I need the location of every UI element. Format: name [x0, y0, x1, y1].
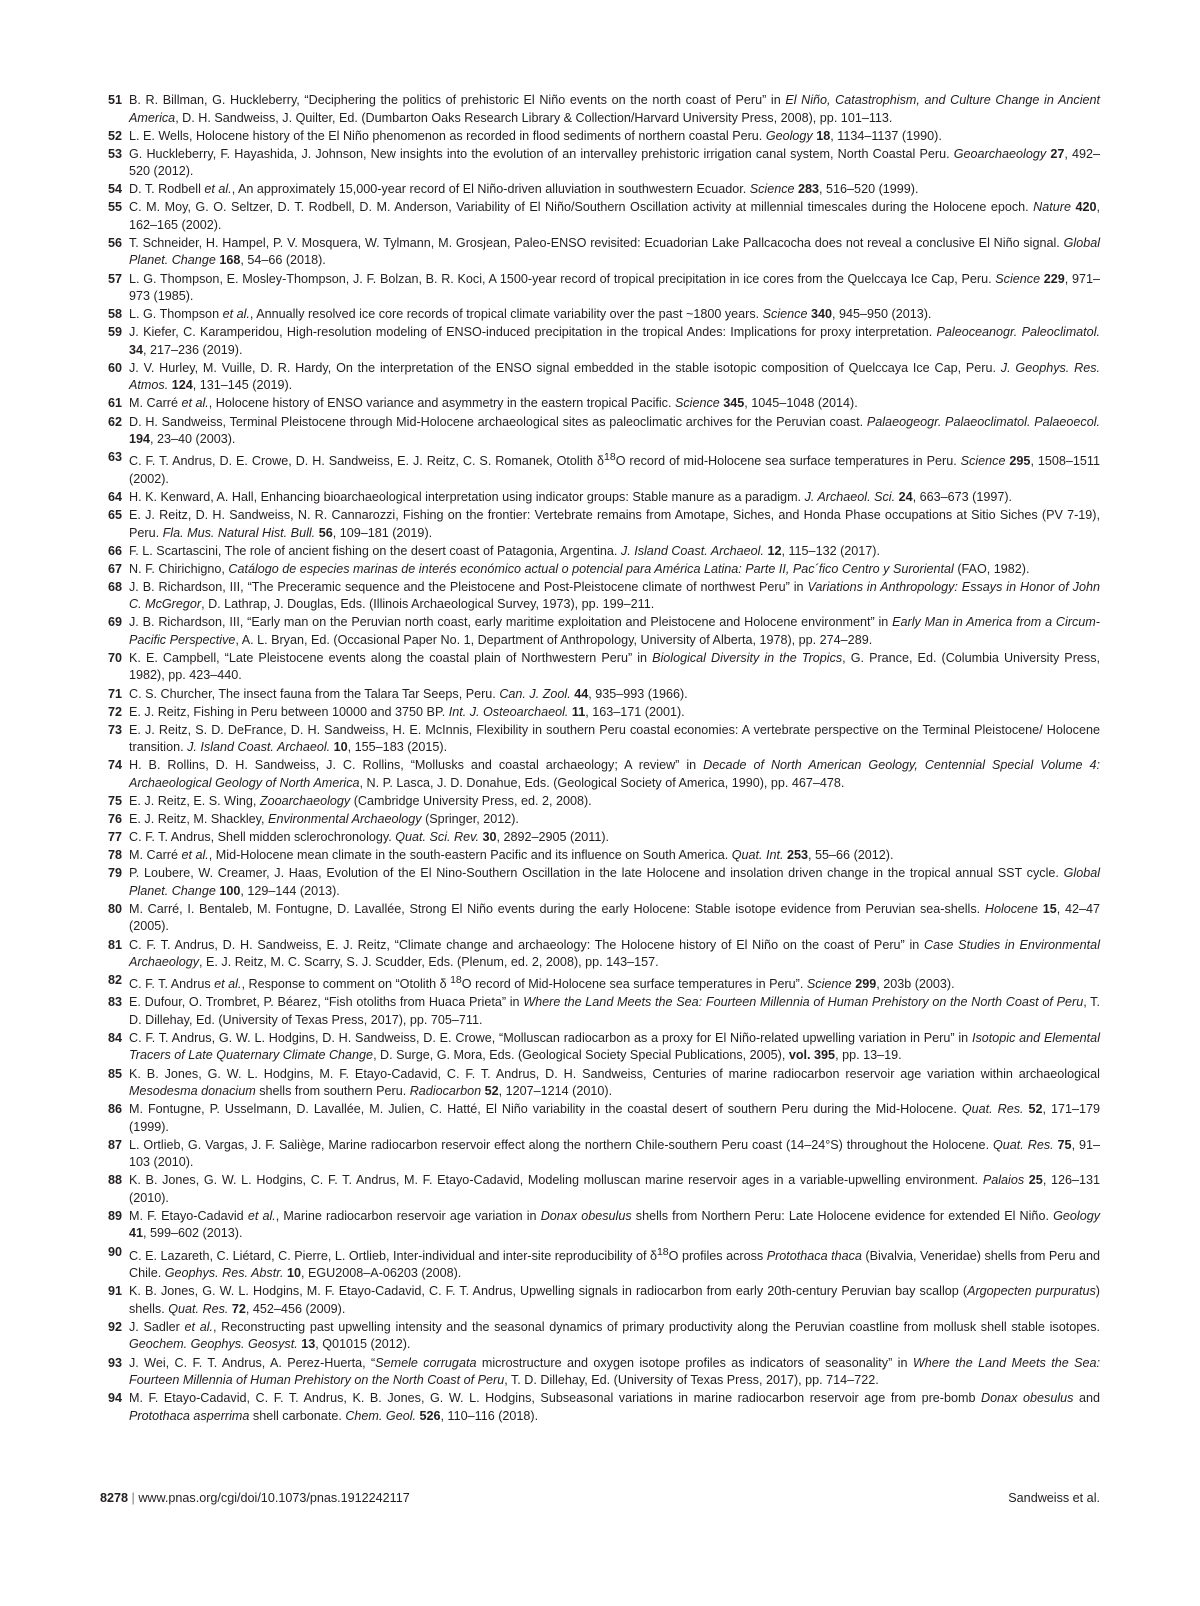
- reference-item: [100, 360, 1100, 395]
- reference-text: C. F. T. Andrus, D. E. Crowe, D. H. Sandweiss, E. J. Reitz, C. S. Romanek, Otolith $\delta^{18}O$ record of mid-Holocene sea surface temperatures in Peru. Science 295, 1508–1511 (2002).: [129, 451, 1100, 486]
- page-number: 8278: [100, 1491, 129, 1505]
- reference-text: N. F. Chirichigno, Catálogo de especies marinas de interés económico actual o potencial para América Latina: Parte II, Pac´fico Centro y Suroriental (FAO, 1982).: [129, 561, 1030, 576]
- reference-item: [100, 686, 1100, 704]
- reference-number: 86: [107, 1102, 122, 1117]
- reference-item: [100, 306, 1100, 324]
- reference-text: D. H. Sandweiss, Terminal Pleistocene through Mid-Holocene archaeological sites as paleoclimatic archives for the Peruvian coast. Palaeogeogr. Palaeoclimatol. Palaeoecol. 194, 23–40 (2003).: [129, 414, 1101, 447]
- reference-item: [100, 489, 1100, 507]
- reference-item: [100, 271, 1100, 306]
- reference-item: [100, 650, 1100, 685]
- reference-number: 82: [107, 973, 122, 988]
- reference-item: [100, 829, 1100, 847]
- footer-separator: |: [131, 1491, 135, 1505]
- reference-text: E. Dufour, O. Trombret, P. Béarez, “Fish otoliths from Huaca Prieta” in Where the Land Meets the Sea: Fourteen Millennia of Human Prehistory on the North Coast of Peru, T. D. Dillehay, Ed. (University of Texas Press, 2017), pp. 705–711.: [129, 995, 1100, 1027]
- reference-text: E. J. Reitz, M. Shackley, Environmental Archaeology (Springer, 2012).: [129, 812, 519, 827]
- reference-text: M. Carré et al., Mid-Holocene mean climate in the south-eastern Pacific and its influence on South America. Quat. Int. 253, 55–66 (2012).: [129, 848, 894, 863]
- reference-list: [100, 92, 1100, 1426]
- reference-text: J. Sadler et al., Reconstructing past upwelling intensity and the seasonal dynamics of primary productivity along the Peruvian coastline from mollusk shell stable isotopes. Geochem. Geophys. Geosyst. 13, Q01015 (2012).: [129, 1319, 1101, 1352]
- reference-number: 67: [107, 561, 122, 576]
- reference-number: 81: [107, 937, 122, 952]
- reference-number: 84: [107, 1030, 122, 1045]
- reference-number: 70: [107, 650, 122, 665]
- reference-item: [100, 449, 1100, 488]
- reference-text: E. J. Reitz, Fishing in Peru between 10000 and 3750 BP. Int. J. Osteoarchaeol. 11, 163–171 (2001).: [129, 704, 685, 719]
- reference-item: [100, 128, 1100, 146]
- reference-number: 52: [107, 128, 122, 143]
- reference-item: [100, 1390, 1100, 1425]
- reference-number: 93: [107, 1355, 122, 1370]
- reference-text: T. Schneider, H. Hampel, P. V. Mosquera, W. Tylmann, M. Grosjean, Paleo-ENSO revisited: Ecuadorian Lake Pallcacocha does not reveal a conclusive El Niño signal. Global Planet. Change 168, 54–66 (2018).: [129, 235, 1100, 268]
- reference-number: 87: [107, 1137, 122, 1152]
- reference-item: [100, 1283, 1100, 1318]
- reference-item: [100, 847, 1100, 865]
- reference-text: P. Loubere, W. Creamer, J. Haas, Evolution of the El Nino-Southern Oscillation in the late Holocene and insolation driven change in the tropical annual SST cycle. Global Planet. Change 100, 129–144 (2013).: [129, 866, 1100, 898]
- reference-number: 80: [107, 901, 122, 916]
- reference-item: [100, 181, 1100, 199]
- reference-item: [100, 722, 1100, 757]
- reference-text: H. K. Kenward, A. Hall, Enhancing bioarchaeological interpretation using indicator groups: Stable manure as a paradigm. J. Archaeol. Sci. 24, 663–673 (1997).: [129, 489, 1013, 504]
- reference-text: K. B. Jones, G. W. L. Hodgins, C. F. T. Andrus, M. F. Etayo-Cadavid, Modeling molluscan marine reservoir ages in a variable-upwelling environment. Palaios 25, 126–131 (2010).: [129, 1173, 1100, 1205]
- reference-item: [100, 994, 1100, 1029]
- reference-text: C. F. T. Andrus et al., Response to comment on “Otolith δ $^{18}$O record of Mid-Holocene sea surface temperatures in Peru”. Science 299, 203b (2003).: [129, 974, 955, 992]
- reference-number: 51: [107, 93, 122, 107]
- reference-item: [100, 704, 1100, 722]
- reference-text: K. E. Campbell, “Late Pleistocene events along the coastal plain of Northwestern Peru” in Biological Diversity in the Tropics, G. Prance, Ed. (Columbia University Press, 1982), pp. 423–440.: [129, 650, 1100, 683]
- reference-number: 74: [107, 758, 122, 773]
- reference-text: G. Huckleberry, F. Hayashida, J. Johnson, New insights into the evolution of an intervalley prehistoric irrigation canal system, North Coastal Peru. Geoarchaeology 27, 492–520 (2012).: [129, 146, 1100, 179]
- reference-number: 61: [107, 396, 122, 411]
- reference-number: 79: [107, 866, 122, 881]
- reference-number: 62: [107, 414, 122, 429]
- reference-item: [100, 1244, 1100, 1283]
- reference-text: J. B. Richardson, III, “The Preceramic sequence and the Pleistocene and Post-Pleistocene climate of northwest Peru” in Variations in Anthropology: Essays in Honor of John C. McGregor, D. Lathrap, J. Douglas, Eds. (Illinois Archaeological Survey, 1973), pp. 199–211.: [129, 579, 1100, 612]
- reference-number: 92: [107, 1319, 122, 1334]
- reference-number: 91: [107, 1284, 122, 1299]
- reference-text: E. J. Reitz, D. H. Sandweiss, N. R. Cannarozzi, Fishing on the frontier: Vertebrate remains from Amotape, Siches, and Honda Phase occupations at Sitio Siches (PV 7-19), Peru. Fla. Mus. Natural Hist. Bull. 56, 109–181 (2019).: [129, 508, 1100, 540]
- footer-authors: Sandweiss et al.: [1008, 1491, 1100, 1505]
- reference-item: [100, 146, 1100, 181]
- reference-text: M. Fontugne, P. Usselmann, D. Lavallée, M. Julien, C. Hatté, El Niño variability in the coastal desert of southern Peru during the Mid-Holocene. Quat. Res. 52, 171–179 (1999).: [129, 1102, 1101, 1134]
- doi-link[interactable]: www.pnas.org/cgi/doi/10.1073/pnas.1912242117: [138, 1491, 410, 1505]
- reference-text: B. R. Billman, G. Huckleberry, “Deciphering the politics of prehistoric El Niño events on the north coast of Peru” in El Niño, Catastrophism, and Culture Change in Ancient America, D. H. Sandweiss, J. Quilter, Ed. (Dumbarton Oaks Research Library & Collection/Harvard University Press, 2008), pp. 101–113.: [129, 93, 1101, 125]
- reference-number: 56: [107, 235, 122, 250]
- reference-text: K. B. Jones, G. W. L. Hodgins, M. F. Etayo-Cadavid, C. F. T. Andrus, Upwelling signals in radiocarbon from early 20th-century Peruvian bay scallop (Argopecten purpuratus) shells. Quat. Res. 72, 452–456 (2009).: [129, 1284, 1100, 1316]
- reference-text: M. F. Etayo-Cadavid, C. F. T. Andrus, K. B. Jones, G. W. L. Hodgins, Subseasonal variations in marine radiocarbon reservoir age from pre-bomb Donax obesulus and Protothaca asperrima shell carbonate. Chem. Geol. 526, 110–116 (2018).: [129, 1391, 1100, 1423]
- reference-item: [100, 1208, 1100, 1243]
- reference-text: E. J. Reitz, S. D. DeFrance, D. H. Sandweiss, H. E. McInnis, Flexibility in southern Peru coastal economies: A vertebrate perspective on the Terminal Pleistocene/ Holocene transition. J. Island Coast. Archaeol. 10, 155–183 (2015).: [129, 722, 1100, 755]
- footer-left: [100, 1491, 410, 1505]
- reference-text: J. V. Hurley, M. Vuille, D. R. Hardy, On the interpretation of the ENSO signal embedded in the stable isotopic composition of Quelccaya Ice Cap, Peru. J. Geophys. Res. Atmos. 124, 131–145 (2019).: [129, 360, 1100, 393]
- reference-item: [100, 324, 1100, 359]
- reference-number: 64: [107, 489, 122, 504]
- reference-item: [100, 92, 1100, 127]
- reference-item: [100, 901, 1100, 936]
- reference-number: 85: [107, 1066, 122, 1081]
- reference-item: [100, 1319, 1100, 1354]
- reference-number: 89: [107, 1208, 122, 1223]
- reference-text: C. F. T. Andrus, D. H. Sandweiss, E. J. Reitz, “Climate change and archaeology: The Holocene history of El Niño on the coast of Peru” in Case Studies in Environmental Archaeology, E. J. Reitz, M. C. Scarry, S. J. Scudder, Eds. (Plenum, ed. 2, 2008), pp. 143–157.: [129, 937, 1100, 969]
- reference-number: 88: [107, 1173, 122, 1188]
- reference-text: K. B. Jones, G. W. L. Hodgins, M. F. Etayo-Cadavid, C. F. T. Andrus, D. H. Sandweiss, Centuries of marine radiocarbon reservoir age variation within archaeological Mesodesma donacium shells from southern Peru. Radiocarbon 52, 1207–1214 (2010).: [129, 1066, 1100, 1099]
- reference-item: [100, 507, 1100, 542]
- reference-item: [100, 561, 1100, 579]
- reference-text: D. T. Rodbell et al., An approximately 15,000-year record of El Niño-driven alluviation in southwestern Ecuador. Science 283, 516–520 (1999).: [129, 182, 919, 197]
- reference-item: [100, 1101, 1100, 1136]
- reference-number: 69: [107, 615, 122, 630]
- reference-item: [100, 199, 1100, 234]
- reference-number: 55: [107, 200, 122, 215]
- reference-number: 68: [107, 579, 122, 594]
- reference-item: [100, 865, 1100, 900]
- reference-number: 60: [107, 360, 122, 375]
- reference-number: 72: [107, 704, 122, 719]
- reference-text: F. L. Scartascini, The role of ancient fishing on the desert coast of Patagonia, Argentina. J. Island Coast. Archaeol. 12, 115–132 (2017).: [129, 543, 880, 558]
- reference-number: 57: [107, 271, 122, 286]
- reference-item: [100, 395, 1100, 413]
- reference-number: 53: [107, 146, 122, 161]
- reference-number: 66: [107, 543, 122, 558]
- reference-item: [100, 937, 1100, 972]
- reference-number: 58: [107, 307, 122, 322]
- reference-item: [100, 757, 1100, 792]
- reference-text: C. M. Moy, G. O. Seltzer, D. T. Rodbell, D. M. Anderson, Variability of El Niño/Southern Oscillation activity at millennial timescales during the Holocene epoch. Nature 420, 162–165 (2002).: [129, 200, 1100, 232]
- reference-item: [100, 1030, 1100, 1065]
- reference-item: [100, 1355, 1100, 1390]
- reference-item: [100, 1137, 1100, 1172]
- reference-text: E. J. Reitz, E. S. Wing, Zooarchaeology (Cambridge University Press, ed. 2, 2008).: [129, 793, 592, 808]
- reference-text: M. Carré, I. Bentaleb, M. Fontugne, D. Lavallée, Strong El Niño events during the early Holocene: Stable isotope evidence from Peruvian sea-shells. Holocene 15, 42–47 (2005).: [129, 901, 1100, 934]
- reference-item: [100, 235, 1100, 270]
- reference-number: 76: [107, 812, 122, 827]
- reference-number: 54: [107, 182, 122, 197]
- reference-text: C. E. Lazareth, C. Liétard, C. Pierre, L. Ortlieb, Inter-individual and inter-site reproducibility of $\delta^{18}O$ profiles across Protothaca thaca (Bivalvia, Veneridae) shells from Peru and Chile. Geophys. Res. Abstr. 10, EGU2008–A-06203 (2008).: [129, 1245, 1100, 1281]
- reference-number: 71: [107, 686, 122, 701]
- reference-item: [100, 972, 1100, 994]
- reference-number: 90: [107, 1244, 122, 1259]
- reference-number: 73: [107, 722, 122, 737]
- reference-text: L. Ortlieb, G. Vargas, J. F. Saliège, Marine radiocarbon reservoir effect along the northern Chile-southern Peru coast (14–24°S) throughout the Holocene. Quat. Res. 75, 91–103 (2010).: [129, 1137, 1100, 1170]
- reference-number: 77: [107, 830, 122, 845]
- reference-text: C. S. Churcher, The insect fauna from the Talara Tar Seeps, Peru. Can. J. Zool. 44, 935–993 (1966).: [129, 686, 688, 701]
- reference-item: [100, 614, 1100, 649]
- reference-item: [100, 793, 1100, 811]
- reference-number: 59: [107, 325, 122, 340]
- reference-number: 63: [107, 450, 122, 465]
- reference-item: [100, 543, 1100, 561]
- reference-text: J. B. Richardson, III, “Early man on the Peruvian north coast, early maritime exploitation and Pleistocene and Holocene environment” in Early Man in America from a Circum-Pacific Perspective, A. L. Bryan, Ed. (Occasional Paper No. 1, Department of Anthropology, University of Alberta, 1978), pp. 274–289.: [129, 615, 1100, 647]
- reference-text: L. G. Thompson et al., Annually resolved ice core records of tropical climate variability over the past ~1800 years. Science 340, 945–950 (2013).: [129, 307, 932, 322]
- reference-item: [100, 579, 1100, 614]
- reference-item: [100, 1172, 1100, 1207]
- reference-text: J. Wei, C. F. T. Andrus, A. Perez-Huerta, “Semele corrugata microstructure and oxygen isotope profiles as indicators of seasonality” in Where the Land Meets the Sea: Fourteen Millennia of Human Prehistory on the North Coast of Peru, T. D. Dillehay, Ed. (University of Texas Press, 2017), pp. 714–722.: [129, 1355, 1101, 1387]
- reference-number: 83: [107, 995, 122, 1010]
- reference-text: C. F. T. Andrus, Shell midden sclerochronology. Quat. Sci. Rev. 30, 2892–2905 (2011).: [129, 830, 610, 845]
- reference-text: L. E. Wells, Holocene history of the El Niño phenomenon as recorded in flood sediments of northern coastal Peru. Geology 18, 1134–1137 (1990).: [129, 128, 942, 143]
- reference-text: H. B. Rollins, D. H. Sandweiss, J. C. Rollins, “Mollusks and coastal archaeology; A review” in Decade of North American Geology, Centennial Special Volume 4: Archaeological Geology of North America, N. P. Lasca, J. D. Donahue, Eds. (Geological Society of America, 1990), pp. 467–478.: [129, 758, 1100, 790]
- reference-item: [100, 1066, 1100, 1101]
- reference-number: 78: [107, 848, 122, 863]
- reference-number: 65: [107, 508, 122, 522]
- reference-number: 94: [107, 1391, 122, 1406]
- reference-text: L. G. Thompson, E. Mosley-Thompson, J. F. Bolzan, B. R. Koci, A 1500-year record of tropical precipitation in ice cores from the Quelccaya Ice Cap, Peru. Science 229, 971–973 (1985).: [129, 271, 1100, 304]
- reference-item: [100, 811, 1100, 829]
- reference-item: [100, 414, 1100, 449]
- reference-text: J. Kiefer, C. Karamperidou, High-resolution modeling of ENSO-induced precipitation in the tropical Andes: Implications for proxy interpretation. Paleoceanogr. Paleoclimatol. 34, 217–236 (2019).: [129, 325, 1100, 357]
- reference-text: M. Carré et al., Holocene history of ENSO variance and asymmetry in the eastern tropical Pacific. Science 345, 1045–1048 (2014).: [129, 396, 858, 411]
- reference-text: C. F. T. Andrus, G. W. L. Hodgins, D. H. Sandweiss, D. E. Crowe, “Molluscan radiocarbon as a proxy for El Niño-related upwelling variation in Peru” in Isotopic and Elemental Tracers of Late Quaternary Climate Change, D. Surge, G. Mora, Eds. (Geological Society Special Publications, 2005), vol. 395, pp. 13–19.: [129, 1030, 1100, 1063]
- reference-number: 75: [107, 793, 122, 808]
- reference-text: M. F. Etayo-Cadavid et al., Marine radiocarbon reservoir age variation in Donax obesulus shells from Northern Peru: Late Holocene evidence for extended El Niño. Geology 41, 599–602 (2013).: [129, 1208, 1101, 1241]
